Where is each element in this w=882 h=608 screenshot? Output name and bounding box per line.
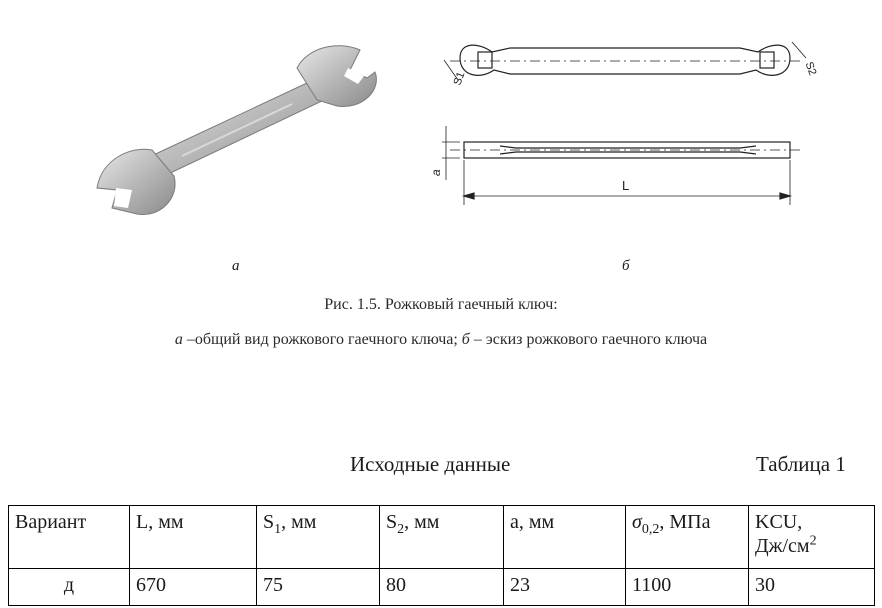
legend-b-text: – эскиз рожкового гаечного ключа xyxy=(469,331,708,348)
wrench-sketch xyxy=(429,30,819,210)
table-heading: Исходные данные xyxy=(350,452,511,476)
header-sigma: $\sigma_{0,2}$, МПа xyxy=(626,506,749,569)
cell-s1: 75 xyxy=(257,569,380,606)
cell-l: 670 xyxy=(130,569,257,606)
a-label: a xyxy=(429,169,443,176)
cell-s2: 80 xyxy=(380,569,504,606)
cell-a: 23 xyxy=(504,569,626,606)
figure-legend xyxy=(0,331,882,349)
legend-b-letter: б xyxy=(461,331,470,348)
source-data-table xyxy=(8,505,875,606)
table-number: Таблица 1 xyxy=(756,452,846,476)
figure-caption: Рис. 1.5. Рожковый гаечный ключ: xyxy=(324,296,558,313)
s2-label: S2 xyxy=(802,60,819,78)
header-l: L, мм xyxy=(130,506,257,569)
wrench-photo xyxy=(92,38,382,220)
legend-a-text: –общий вид рожкового гаечного ключа; xyxy=(182,331,462,348)
figure-label-a: а xyxy=(232,258,240,274)
l-label: L xyxy=(622,178,630,193)
table-row xyxy=(9,569,875,606)
legend-a-letter: а xyxy=(174,331,183,348)
cell-sigma: 1100 xyxy=(626,569,749,606)
header-kcu: KCU, $Дж/см^2$ xyxy=(749,506,875,569)
header-s2: $S_2$, мм xyxy=(380,506,504,569)
header-variant: Вариант xyxy=(9,506,130,569)
header-a: а, мм xyxy=(504,506,626,569)
figure-label-b: б xyxy=(622,258,630,274)
s1-label: S1 xyxy=(451,70,468,88)
header-s1: $S_1$, мм xyxy=(257,506,380,569)
table-header-row xyxy=(9,506,875,569)
cell-variant: д xyxy=(9,569,130,606)
cell-kcu: 30 xyxy=(749,569,875,606)
